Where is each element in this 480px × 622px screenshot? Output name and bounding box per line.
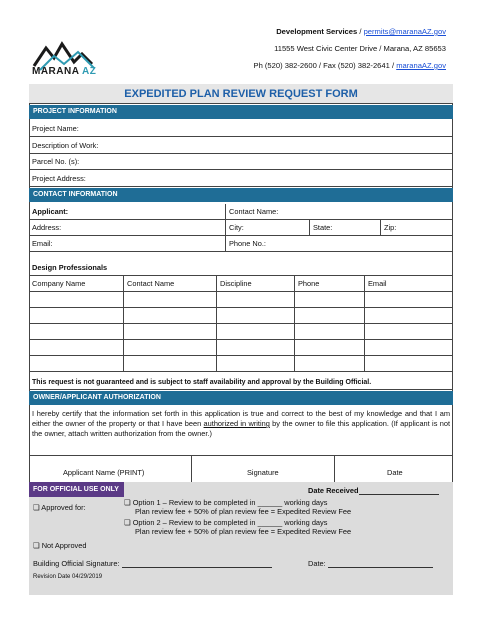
header-phone: Ph (520) 382-2600 / Fax (520) 382-2641 / maranaAZ.gov [253,61,446,70]
section-project-information: PROJECT INFORMATION [29,105,453,119]
building-official-signature[interactable]: Building Official Signature: [33,559,272,568]
option2-checkbox[interactable]: ❏ Option 2 – Review to be completed in ______ working days [124,518,328,527]
table-row[interactable] [29,308,453,324]
header-address: 11555 West Civic Center Drive / Marana, AZ 85653 [274,44,446,53]
table-header-row [29,276,453,292]
not-approved-checkbox[interactable]: ❏ Not Approved [33,541,87,550]
divider [29,455,453,456]
form-title: EXPEDITED PLAN REVIEW REQUEST FORM [29,84,453,104]
contact-name-field[interactable]: Contact Name: [225,204,453,219]
option1-fee: Plan review fee + 50% of plan review fee = Expedited Review Fee [135,507,352,516]
col-discipline: Discipline [216,276,294,291]
table-row[interactable] [29,292,453,308]
revision-date: Revision Date 04/29/2019 [33,574,103,580]
website-link[interactable]: maranaAZ.gov [396,61,446,70]
col-email: Email [364,276,453,291]
section-owner-authorization: OWNER/APPLICANT AUTHORIZATION [29,391,453,405]
date-label: Date [387,468,403,477]
table-row[interactable] [29,324,453,340]
parcel-field[interactable]: Parcel No. (s): [29,154,453,170]
email-row [29,236,453,252]
applicant-row [29,204,453,220]
official-use-header: FOR OFFICIAL USE ONLY [29,482,124,497]
signature-label: Signature [247,468,279,477]
logo-text: MARANA AZ [32,66,97,77]
project-name-field[interactable]: Project Name: [29,121,453,137]
header-org-line: Development Services / permits@maranaAZ.gov [276,27,446,36]
design-professionals-heading: Design Professionals [29,260,453,276]
date-received[interactable]: Date Received [308,486,439,495]
col-phone: Phone [294,276,364,291]
approved-for-checkbox[interactable]: ❏ Approved for: [33,503,86,512]
col-company-name: Company Name [32,279,86,288]
description-field[interactable]: Description of Work: [29,138,453,154]
email-field[interactable]: Email: [32,239,53,248]
section-contact-information: CONTACT INFORMATION [29,188,453,202]
disclaimer: This request is not guaranteed and is subject to staff availability and approval by the Building Official. [29,374,453,390]
signature-row [29,464,453,482]
official-date[interactable]: Date: [308,559,433,568]
phone-field[interactable]: Phone No.: [225,236,453,251]
option2-fee: Plan review fee + 50% of plan review fee = Expedited Review Fee [135,527,352,536]
applicant-label: Applicant: [32,207,69,216]
option1-checkbox[interactable]: ❏ Option 1 – Review to be completed in ______ working days [124,498,328,507]
state-field[interactable]: State: [309,220,380,235]
address-row [29,220,453,236]
address-field[interactable]: Address: [32,223,62,232]
zip-field[interactable]: Zip: [380,220,453,235]
city-field[interactable]: City: [225,220,309,235]
project-address-field[interactable]: Project Address: [29,171,453,187]
table-row[interactable] [29,340,453,356]
email-link[interactable]: permits@maranaAZ.gov [363,27,446,36]
col-contact-name: Contact Name [123,276,216,291]
applicant-print-label: Applicant Name (PRINT) [63,468,145,477]
table-row[interactable] [29,356,453,372]
certification-text: I hereby certify that the information set forth in this application is true and correct to the best of my knowledge and that I am either the owner of the property or that I have been authorized in writing by the owner to file this application. (If applicant is not the owner, attach written authorization from the owner.) [32,409,450,438]
